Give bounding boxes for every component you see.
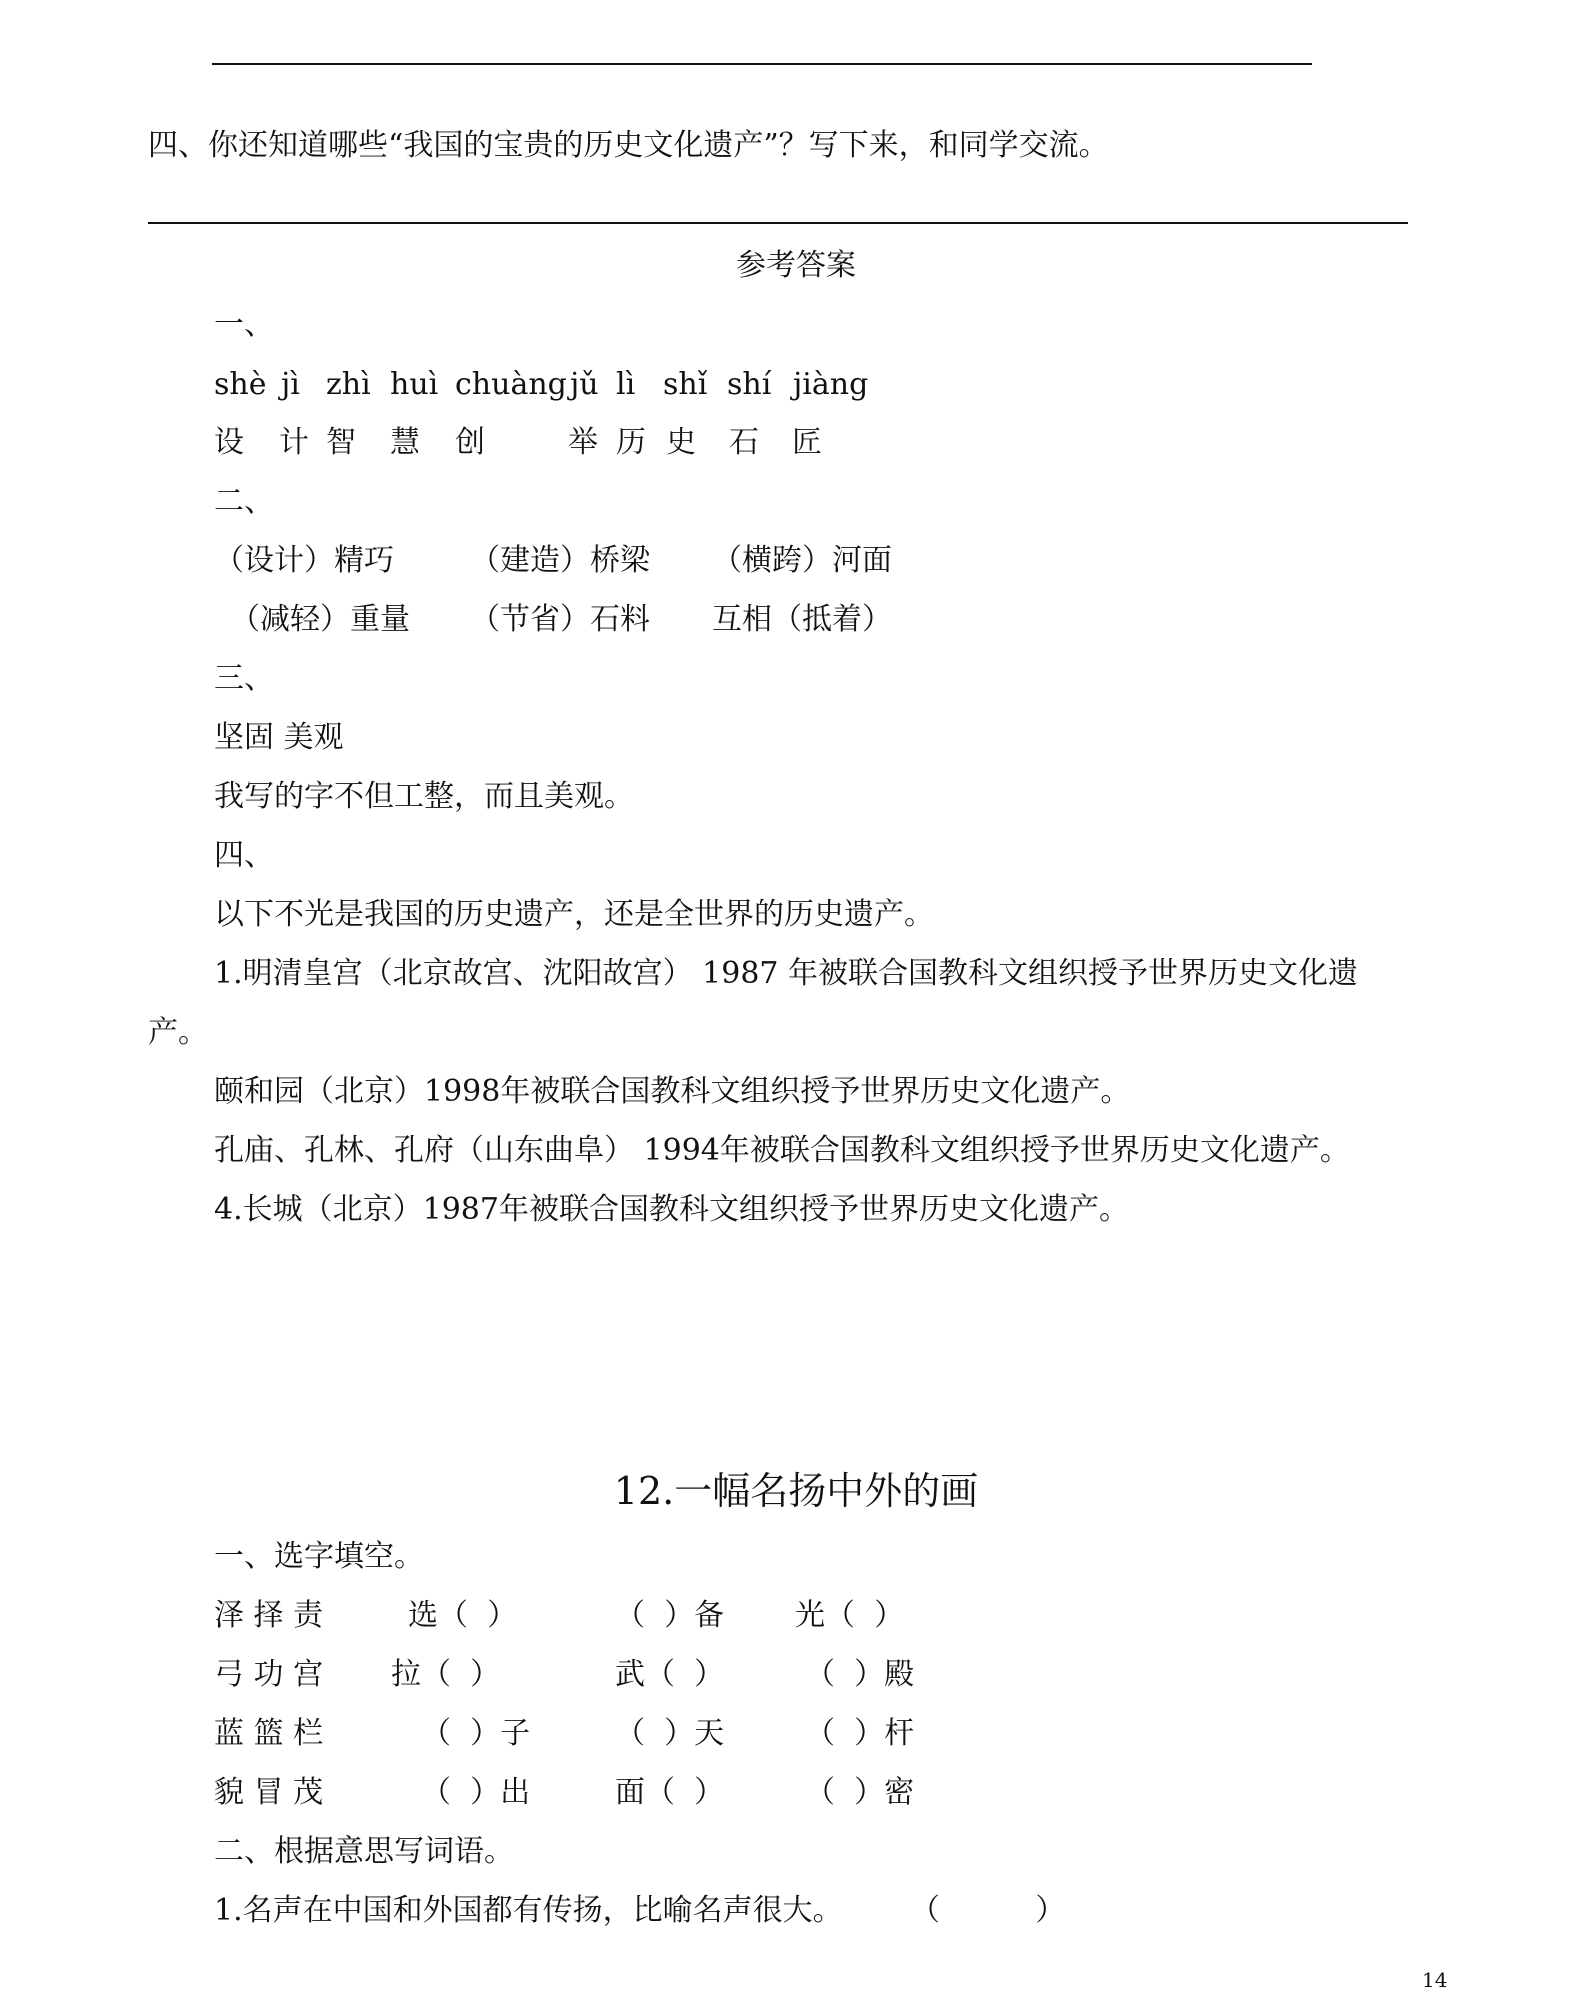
fill-blank: （ ）天 [615, 1716, 725, 1751]
fill-char-row [0, 1596, 1592, 1636]
pinyin-item: shǐ [663, 367, 708, 402]
char-options: 貌 冒 茂 [214, 1775, 324, 1810]
word-pair-row [0, 600, 1592, 640]
word-pair: （设计）精巧 [214, 543, 394, 578]
pinyin-row [0, 365, 1592, 405]
character-item: 历 [616, 425, 646, 460]
word-pair: （减轻）重量 [230, 602, 410, 637]
pinyin-item: huì [390, 367, 439, 402]
char-options: 蓝 篮 栏 [214, 1716, 324, 1751]
character-item: 匠 [792, 425, 822, 460]
heritage-item: 4.长城（北京）1987年被联合国教科文组织授予世界历史文化遗产。 [214, 1192, 1129, 1227]
answer-blank-line [148, 222, 1408, 224]
pinyin-item: jǔ [570, 367, 599, 402]
character-item: 史 [666, 425, 696, 460]
section-label: 四、 [214, 838, 274, 873]
fill-blank: （ ）密 [805, 1775, 915, 1810]
fill-char-row [0, 1773, 1592, 1813]
fill-blank: （ ）殿 [805, 1657, 915, 1692]
answer-blank: （ ） [910, 1893, 1066, 1928]
section-label: 二、 [214, 484, 274, 519]
answer-text: 坚固 美观 [214, 720, 344, 755]
section-label: 一、 [214, 307, 274, 342]
answer-text: 以下不光是我国的历史遗产，还是全世界的历史遗产。 [214, 897, 934, 932]
word-pair-row [0, 541, 1592, 581]
section-label: 三、 [214, 661, 274, 696]
char-options: 弓 功 宫 [214, 1657, 324, 1692]
page-number: 14 [1422, 1968, 1448, 1992]
fill-blank: 武（ ） [615, 1657, 725, 1692]
fill-blank: 选（ ） [408, 1598, 518, 1633]
pinyin-item: jì [281, 367, 300, 402]
fill-blank: （ ）子 [421, 1716, 531, 1751]
answers-heading: 参考答案 [736, 248, 856, 283]
character-item: 石 [729, 425, 759, 460]
char-options: 泽 择 责 [214, 1598, 324, 1633]
character-item: 计 [279, 425, 309, 460]
pinyin-item: lì [616, 367, 636, 402]
character-item: 慧 [390, 425, 420, 460]
fill-blank: （ ）出 [421, 1775, 531, 1810]
heritage-item: 孔庙、孔林、孔府（山东曲阜） 1994年被联合国教科文组织授予世界历史文化遗产。 [214, 1133, 1350, 1168]
heritage-item: 颐和园（北京）1998年被联合国教科文组织授予世界历史文化遗产。 [214, 1074, 1131, 1109]
word-pair: （横跨）河面 [712, 543, 892, 578]
fill-blank: （ ）杆 [805, 1716, 915, 1751]
character-item: 创 [455, 425, 485, 460]
fill-blank: 面（ ） [615, 1775, 725, 1810]
heritage-item-continued: 产。 [148, 1015, 208, 1050]
question-four: 四、你还知道哪些“我国的宝贵的历史文化遗产”？写下来，和同学交流。 [148, 128, 1109, 163]
question-item: 1.名声在中国和外国都有传扬，比喻名声很大。 [214, 1893, 843, 1928]
part-label: 二、根据意思写词语。 [214, 1834, 514, 1869]
lesson-title: 12.一幅名扬中外的画 [613, 1469, 979, 1513]
answer-text: 我写的字不但工整，而且美观。 [214, 779, 634, 814]
pinyin-item: chuàng [455, 367, 567, 402]
fill-char-row [0, 1714, 1592, 1754]
fill-blank: （ ）备 [615, 1598, 725, 1633]
pinyin-item: shè [214, 367, 267, 402]
character-item: 智 [326, 425, 356, 460]
character-row [0, 423, 1592, 463]
word-pair: （建造）桥梁 [470, 543, 650, 578]
character-item: 举 [568, 425, 598, 460]
word-pair: （节省）石料 [470, 602, 650, 637]
part-label: 一、选字填空。 [214, 1539, 424, 1574]
word-pair: 互相（抵着） [712, 602, 892, 637]
fill-blank: 拉（ ） [391, 1657, 501, 1692]
pinyin-item: zhì [326, 367, 371, 402]
fill-char-row [0, 1655, 1592, 1695]
fill-blank: 光（ ） [795, 1598, 905, 1633]
pinyin-item: shí [727, 367, 772, 402]
heritage-item: 1.明清皇宫（北京故宫、沈阳故宫） 1987 年被联合国教科文组织授予世界历史文化遗 [214, 956, 1359, 991]
character-item: 设 [214, 425, 244, 460]
answer-blank-line [212, 63, 1312, 65]
pinyin-item: jiàng [793, 367, 869, 402]
